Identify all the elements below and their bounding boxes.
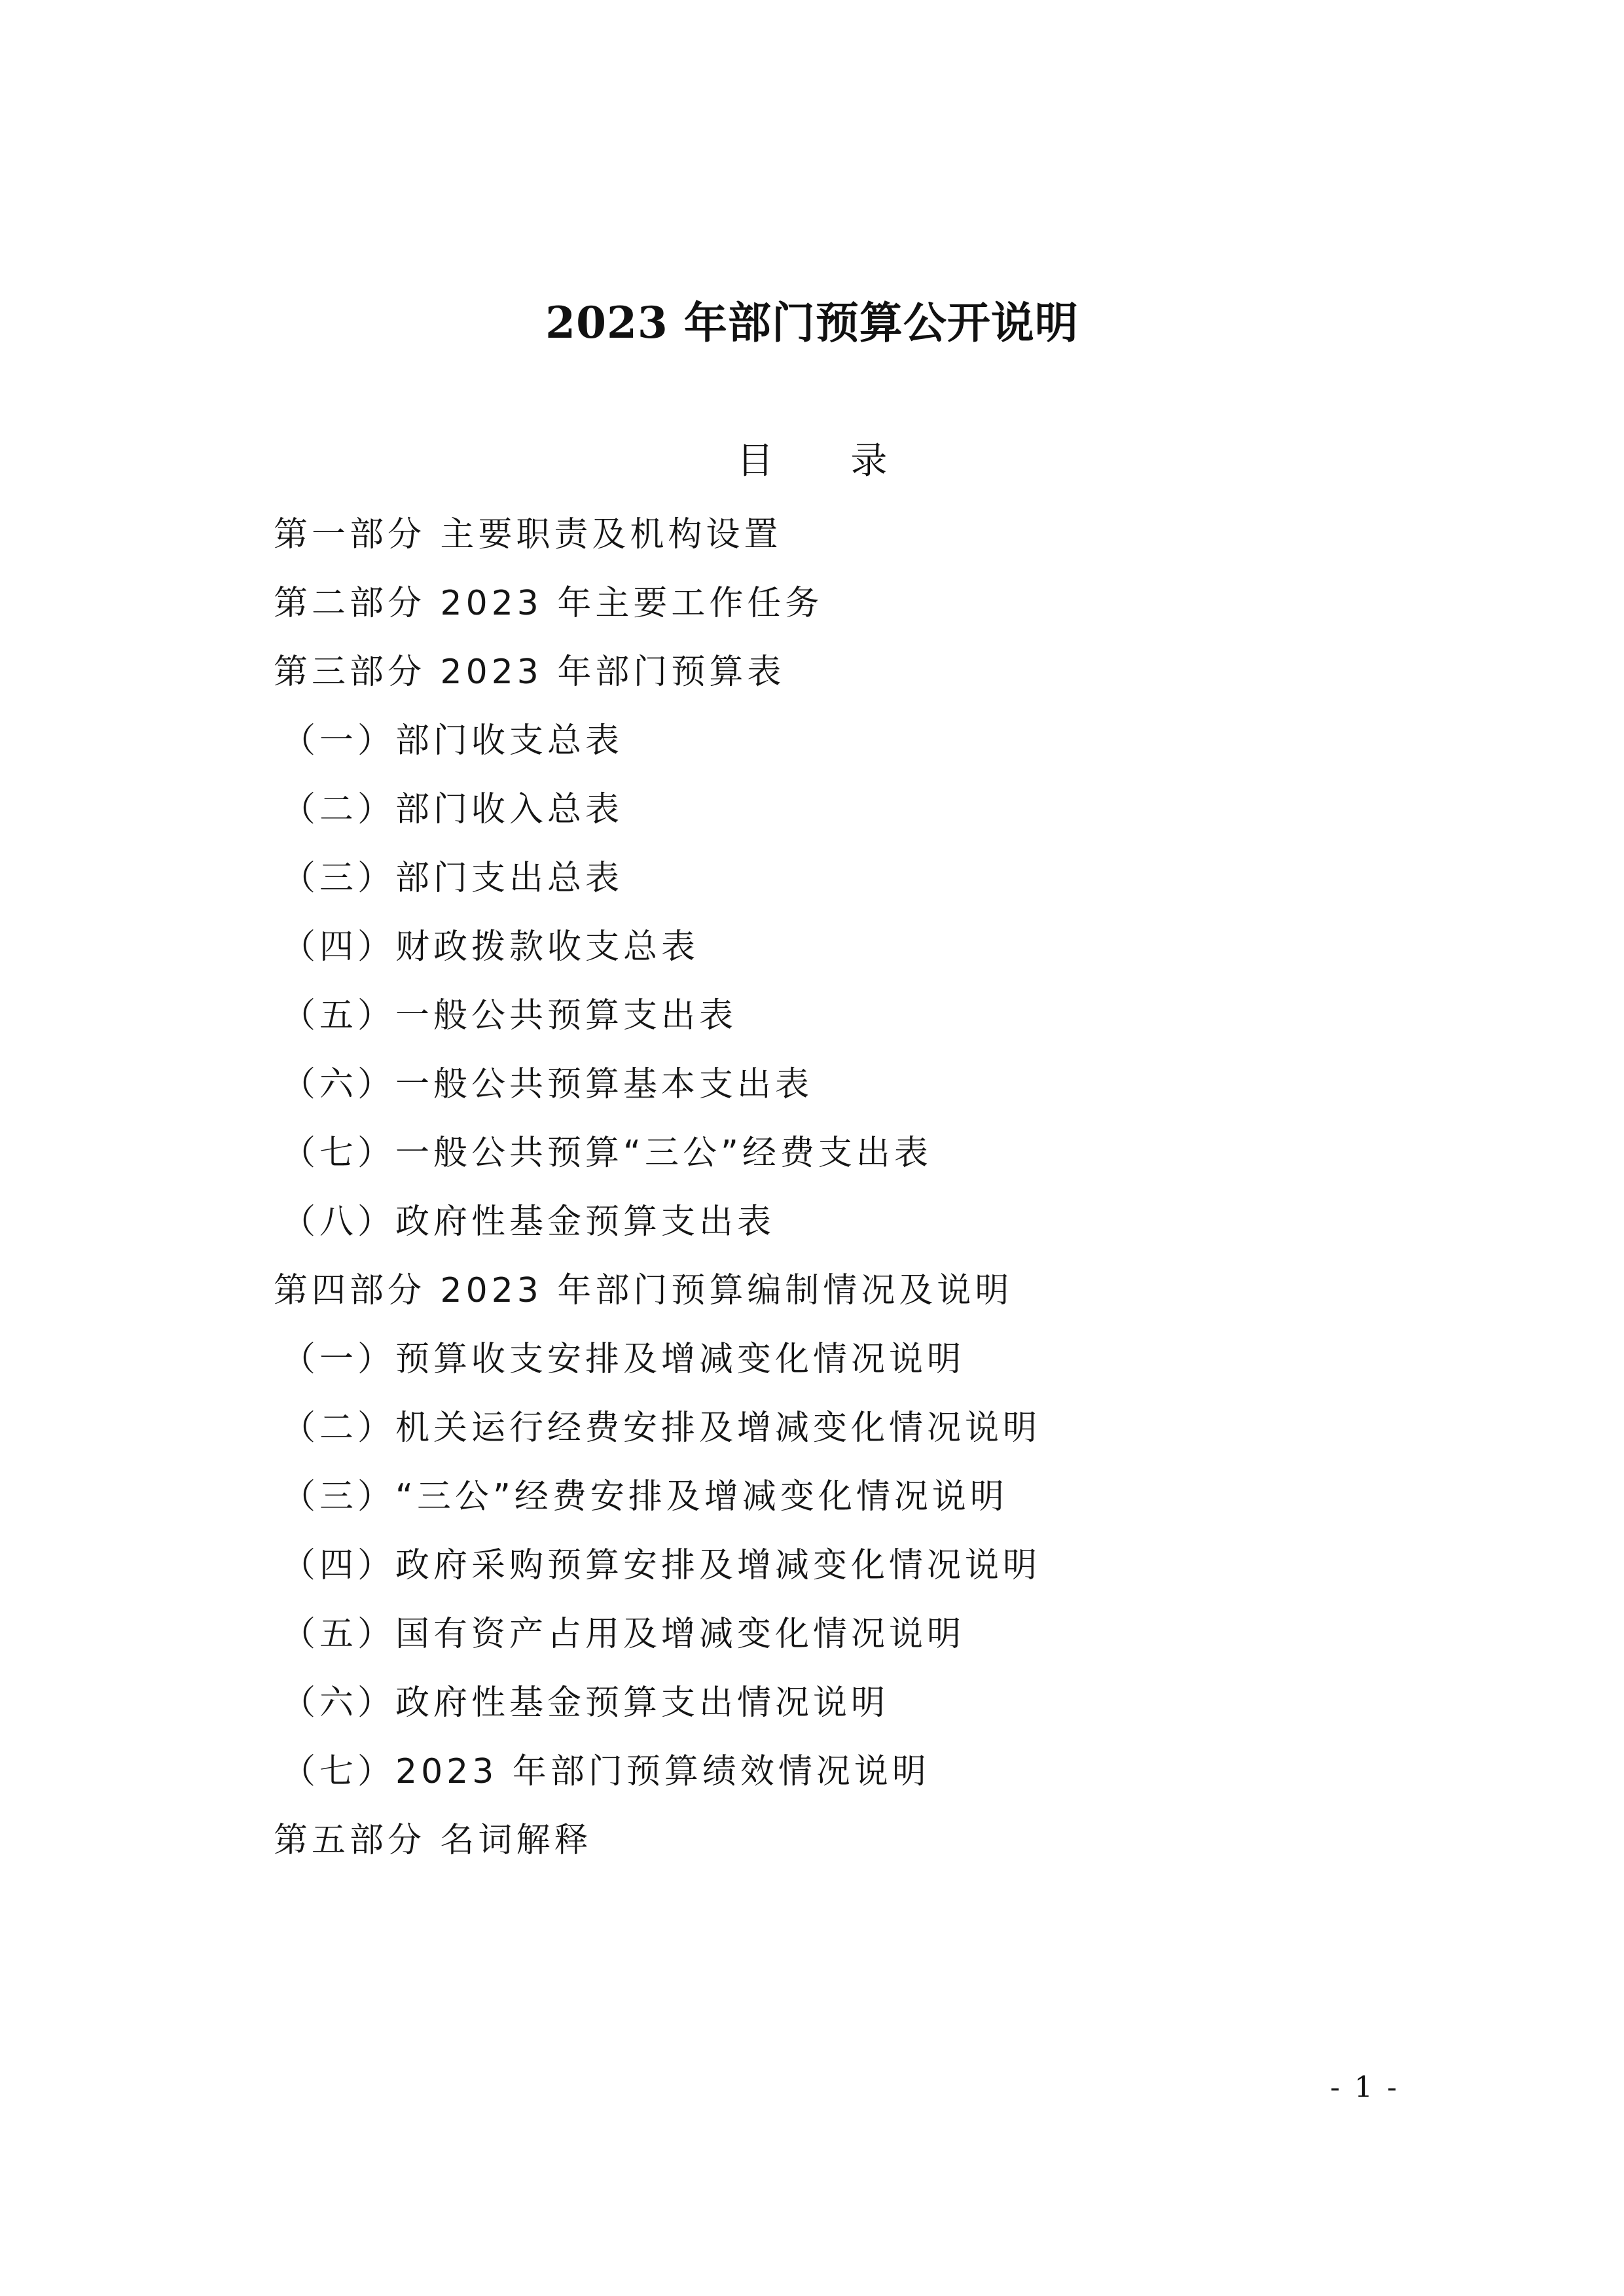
toc-part-4-item-7[interactable]: （七）2023 年部门预算绩效情况说明 bbox=[281, 1752, 930, 1791]
toc-part-3-item-8[interactable]: （八）政府性基金预算支出表 bbox=[281, 1202, 776, 1242]
toc-part-4[interactable]: 第四部分 2023 年部门预算编制情况及说明 bbox=[274, 1271, 1013, 1310]
document-title: 2023 年部门预算公开说明 bbox=[545, 297, 1079, 348]
toc-part-3-item-2[interactable]: （二）部门收入总表 bbox=[281, 790, 624, 829]
toc-part-4-item-1[interactable]: （一）预算收支安排及增减变化情况说明 bbox=[281, 1340, 965, 1379]
toc-part-3-item-3[interactable]: （三）部门支出总表 bbox=[281, 859, 624, 898]
toc-part-3-item-6[interactable]: （六）一般公共预算基本支出表 bbox=[281, 1065, 814, 1104]
toc-part-4-item-6[interactable]: （六）政府性基金预算支出情况说明 bbox=[281, 1683, 890, 1723]
toc-part-2[interactable]: 第二部分 2023 年主要工作任务 bbox=[274, 584, 823, 623]
toc-part-4-item-3[interactable]: （三）“三公”经费安排及增减变化情况说明 bbox=[281, 1477, 1008, 1516]
toc-part-4-item-4[interactable]: （四）政府采购预算安排及增减变化情况说明 bbox=[281, 1546, 1041, 1585]
table-of-contents bbox=[274, 501, 1386, 1875]
toc-part-3[interactable]: 第三部分 2023 年部门预算表 bbox=[274, 653, 785, 692]
toc-part-4-item-5[interactable]: （五）国有资产占用及增减变化情况说明 bbox=[281, 1615, 965, 1654]
toc-part-1[interactable]: 第一部分 主要职责及机构设置 bbox=[274, 515, 782, 554]
toc-part-3-item-1[interactable]: （一）部门收支总表 bbox=[281, 721, 624, 761]
toc-part-5[interactable]: 第五部分 名词解释 bbox=[274, 1821, 592, 1860]
toc-part-4-item-2[interactable]: （二）机关运行经费安排及增减变化情况说明 bbox=[281, 1408, 1041, 1448]
toc-part-3-item-7[interactable]: （七）一般公共预算“三公”经费支出表 bbox=[281, 1134, 932, 1173]
toc-part-3-item-5[interactable]: （五）一般公共预算支出表 bbox=[281, 996, 738, 1035]
toc-heading: 目 录 bbox=[736, 440, 920, 482]
toc-part-3-item-4[interactable]: （四）财政拨款收支总表 bbox=[281, 927, 700, 967]
page-number: - 1 - bbox=[1330, 2071, 1399, 2104]
